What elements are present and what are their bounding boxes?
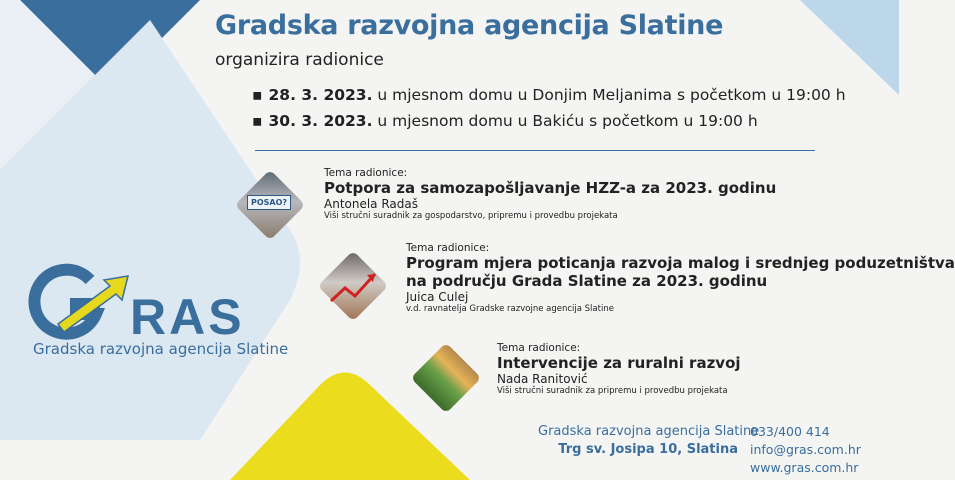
workshop-speaker: Antonela Radaš (324, 197, 419, 211)
workshop-topic: Intervencije za ruralni razvoj (497, 354, 741, 372)
workshop-topic: Program mjera poticanja razvoja malog i srednjeg poduzetništva (406, 254, 955, 272)
workshop-speaker-role: Viši stručni suradnik za pripremu i provedbu projekata (497, 386, 728, 396)
workshop-speaker-role: v.d. ravnatelja Gradske razvojne agencija Slatine (406, 304, 614, 314)
svg-text:RAS: RAS (130, 289, 245, 345)
gras-logo (30, 262, 260, 345)
workshop-speaker-role: Viši stručni suradnik za gospodarstvo, pripremu i provedbu projekata (324, 211, 618, 221)
footer-org-name: Gradska razvojna agencija Slatine (538, 424, 760, 439)
workshop-label: Tema radionice: (406, 242, 490, 254)
date-value: 30. 3. 2023. (268, 112, 373, 130)
workshop-label: Tema radionice: (497, 342, 581, 354)
footer-phone: 033/400 414 (750, 424, 830, 439)
top-right-light-triangle (800, 0, 899, 95)
date-item (252, 108, 846, 134)
workshop-dates-list (252, 82, 846, 134)
workshop-speaker: Juica Culej (406, 290, 469, 304)
date-value: 28. 3. 2023. (268, 86, 373, 104)
workshop-3 (497, 342, 741, 396)
workshop-2 (406, 242, 955, 314)
logo-caption: Gradska razvojna agencija Slatine (33, 340, 289, 358)
workshop-topic: na području Grada Slatine za 2023. godinu (406, 272, 768, 290)
job-search-icon (235, 170, 306, 241)
footer-contact (750, 423, 861, 477)
footer-email[interactable]: info@gras.com.hr (750, 442, 861, 457)
footer-organization (538, 423, 760, 459)
thumb-label: POSAO? (247, 195, 291, 210)
date-description: u mjesnom domu u Bakiću s početkom u 19:00 h (372, 112, 758, 130)
growth-chart-icon (318, 251, 389, 322)
date-description: u mjesnom domu u Donjim Meljanima s početkom u 19:00 h (372, 86, 846, 104)
page-title: Gradska razvojna agencija Slatine (215, 10, 724, 41)
footer-website[interactable]: www.gras.com.hr (750, 460, 859, 475)
workshop-topic: Potpora za samozapošljavanje HZZ-a za 2023. godinu (324, 179, 777, 197)
section-divider (255, 150, 815, 151)
workshop-speaker: Nada Ranitović (497, 372, 588, 386)
footer-address: Trg sv. Josipa 10, Slatina (558, 442, 738, 457)
page-subtitle: organizira radionice (215, 50, 384, 70)
workshop-label: Tema radionice: (324, 167, 408, 179)
date-item (252, 82, 846, 108)
workshop-1 (324, 167, 776, 221)
